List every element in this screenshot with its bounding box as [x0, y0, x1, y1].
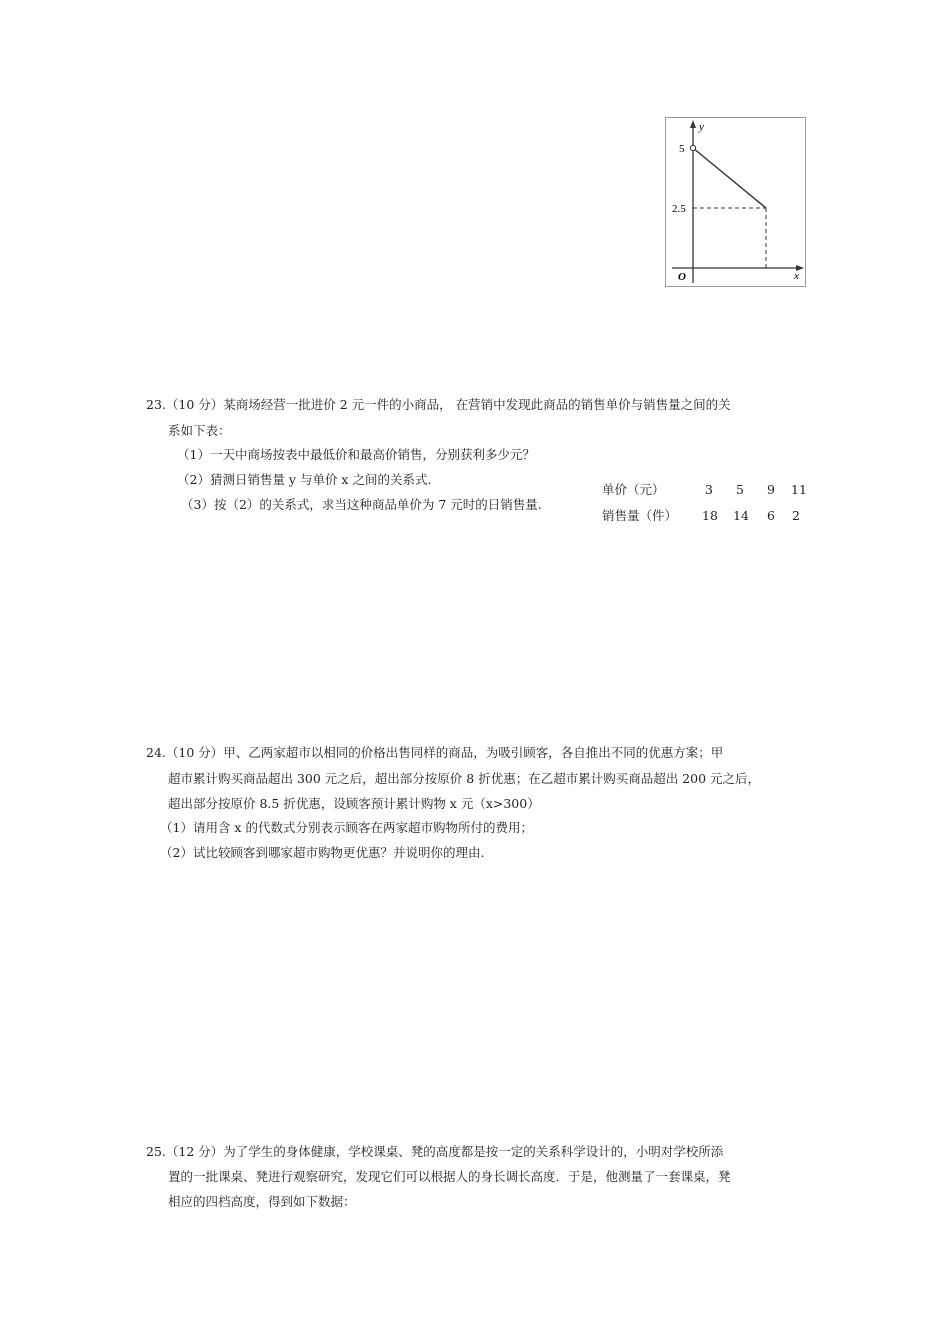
x-axis-label: x: [794, 270, 799, 282]
graph-svg: [666, 118, 807, 288]
y-axis-label: y: [699, 121, 704, 133]
tick-label-2-5: 2.5: [672, 203, 686, 215]
q23-line-2: 系如下表：: [168, 423, 231, 438]
q25-line-2: 置的一批课桌、凳进行观察研究，发现它们可以根据人的身长调长高度．于是，他测量了一套课桌，凳: [168, 1169, 731, 1184]
table-row2-label: 销售量（件）: [602, 508, 678, 523]
q23-line-1: 23.（10 分）某商场经营一批进价 2 元一件的小商品， 在营销中发现此商品的销售单价与销售量之间的关: [146, 397, 731, 412]
q24-line-3: 超出部分按原价 8.5 折优惠，设顾客预计累计购物 x 元（x>300）: [168, 796, 540, 811]
y-axis-arrow: [690, 120, 696, 128]
table-cell: 11: [791, 482, 807, 497]
q23-sub-1: （1）一天中商场按表中最低价和最高价销售，分别获利多少元？: [177, 447, 535, 462]
q24-line-1: 24.（10 分）甲、乙两家超市以相同的价格出售同样的商品，为吸引顾客，各自推出不同的优惠方案；甲: [146, 745, 724, 760]
q25-line-1: 25.（12 分）为了学生的身体健康，学校课桌、凳的高度都是按一定的关系科学设计的，小明对学校所添: [146, 1144, 724, 1159]
graph-segment: [693, 148, 766, 208]
table-cell: 14: [733, 508, 749, 523]
q25-line-3: 相应的四档高度，得到如下数据：: [168, 1194, 356, 1209]
origin-label: O: [678, 271, 686, 283]
table-cell: 2: [792, 508, 800, 523]
table-cell: 3: [705, 482, 713, 497]
q23-sub-3: （3）按（2）的关系式，求当这种商品单价为 7 元时的日销售量.: [181, 497, 542, 512]
open-endpoint: [690, 145, 695, 150]
table-cell: 9: [767, 482, 775, 497]
q23-sub-2: （2）猜测日销售量 y 与单价 x 之间的关系式.: [177, 472, 432, 487]
function-graph: [665, 117, 806, 287]
table-row1-label: 单价（元）: [602, 482, 665, 497]
q24-sub-1: （1）请用含 x 的代数式分别表示顾客在两家超市购物所付的费用；: [160, 820, 533, 835]
table-cell: 18: [702, 508, 718, 523]
price-sales-table: [600, 482, 820, 526]
q24-sub-2: （2）试比较顾客到哪家超市购物更优惠？并说明你的理由.: [160, 845, 485, 860]
table-cell: 5: [736, 482, 744, 497]
q24-line-2: 超市累计购买商品超出 300 元之后，超出部分按原价 8 折优惠；在乙超市累计购买商品超出 200 元之后，: [168, 771, 761, 786]
tick-label-5: 5: [679, 143, 685, 155]
table-cell: 6: [767, 508, 775, 523]
